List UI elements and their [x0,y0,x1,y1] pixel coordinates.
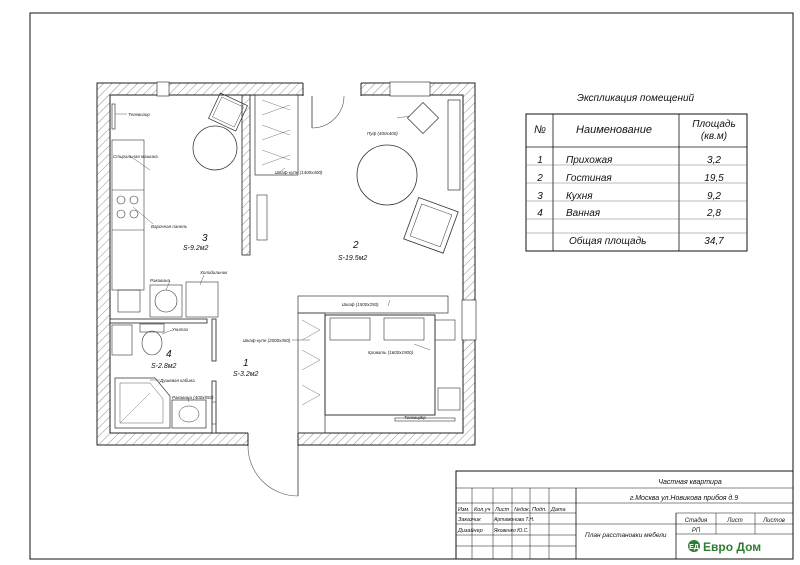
bath-wall-right [212,381,216,433]
bath-sink [172,400,206,428]
row-no: 4 [537,208,543,219]
header-area: Площадь [692,119,736,130]
row-area: 9,2 [707,191,721,202]
wardrobe-hall [298,313,325,433]
row-name: Прихожая [566,155,613,166]
row-no: 2 [537,173,543,184]
floor-plan [97,82,476,496]
row-area: 19,5 [704,173,724,184]
label-bath-sink: Раковина (400х550) [172,395,214,400]
label-fridge: Холодильник [200,270,228,275]
pillow [384,318,424,340]
bed [325,315,435,415]
logo-mark-icon: ЕД [689,544,699,551]
room-area: S-2.8м2 [151,363,177,370]
row-no: 3 [537,191,543,202]
sheets-header: Листов [763,518,785,524]
header-name: Наименование [576,124,652,136]
window [390,82,430,96]
exterior-walls [97,83,475,445]
label-hob: Варочная панель [151,224,187,229]
row-name: Ванная [566,208,601,219]
toilet [142,331,162,355]
room-number: 3 [202,233,208,244]
window [462,300,476,340]
stage-header: Стадия [684,518,708,524]
label-pouf: Пуф (400х400) [367,131,398,136]
armchair [404,197,459,253]
label-kitchen-sink: Раковина [150,278,170,283]
living-table [357,145,417,205]
room-area: S-19.5м2 [338,255,368,262]
label-bed: Кровать (1600х1900) [368,350,414,355]
pillow [330,318,370,340]
explication-table [526,93,747,251]
room-number: 4 [166,349,172,360]
col-header: Изм. [458,507,470,513]
kitchen-table [193,126,237,170]
drawing-name: План расстановки мебели [585,532,667,539]
stage-value: РП [691,528,701,534]
row-no: 1 [537,155,543,166]
label-tv: Телевизор [128,112,150,117]
project-name: Частная квартира [658,479,722,486]
row-area: 3,2 [707,155,721,166]
bath-wall-top [110,319,207,323]
project-address: г.Москва ул.Новикова прибоя д.9 [629,495,739,502]
room-area: S-3.2м2 [233,371,259,378]
header-no: № [534,124,546,136]
label-wardrobe-hall: Шкаф-купе (2000х450) [243,338,291,343]
name-customer: Артамонова Т.Н. [494,517,535,523]
label-toilet: Унитаз [172,327,188,332]
kitchen-wall [242,95,250,255]
evrodom-logo [688,540,761,554]
name-designer: Яковенко Ю.С. [494,528,529,534]
total-label: Общая площадь [569,236,647,247]
room-area: S-9.2м2 [183,245,209,252]
label-tv2: Телевизор [404,415,426,420]
kitchen-tv [112,104,115,129]
role-designer: Дизайнер [458,528,483,534]
legend-title: Экспликация помещений [577,93,695,104]
bath-cabinet [112,325,132,355]
kitchen-sink [118,290,140,312]
hob [117,196,138,218]
row-area: 2,8 [707,208,721,219]
leader-lines [115,114,430,420]
nightstand [438,388,460,410]
col-header: Лист [495,507,510,513]
col-header: №док. [514,507,531,513]
role-customer: Заказчик [458,517,481,523]
row-name: Гостиная [566,173,612,184]
logo-text: Евро Дом [703,540,762,554]
room-number: 1 [243,358,249,369]
fridge [186,282,218,317]
header-area-unit: (кв.м) [700,131,728,142]
nightstand [435,320,455,340]
label-wardrobe-living: Шкаф-купе (1400х400) [275,170,323,175]
label-wardrobe: Шкаф (1500х250) [342,302,379,307]
title-block [456,471,793,559]
label-washer: Стиральная машина [113,154,158,159]
top-door-gap [303,82,361,96]
col-header: Дата [551,507,566,513]
room-number: 2 [353,240,359,251]
col-header: Кол.уч [474,507,491,513]
window [157,82,169,96]
pouf [407,102,438,133]
living-console [448,100,460,190]
col-header: Подп. [532,507,547,513]
shelf [257,195,267,240]
label-shower: Душевая кабина [160,378,195,383]
row-name: Кухня [566,191,593,202]
shower-cabin [115,378,170,428]
entrance-door-gap [248,432,298,446]
total-value: 34,7 [704,236,724,247]
sheet-header: Лист [727,518,743,524]
